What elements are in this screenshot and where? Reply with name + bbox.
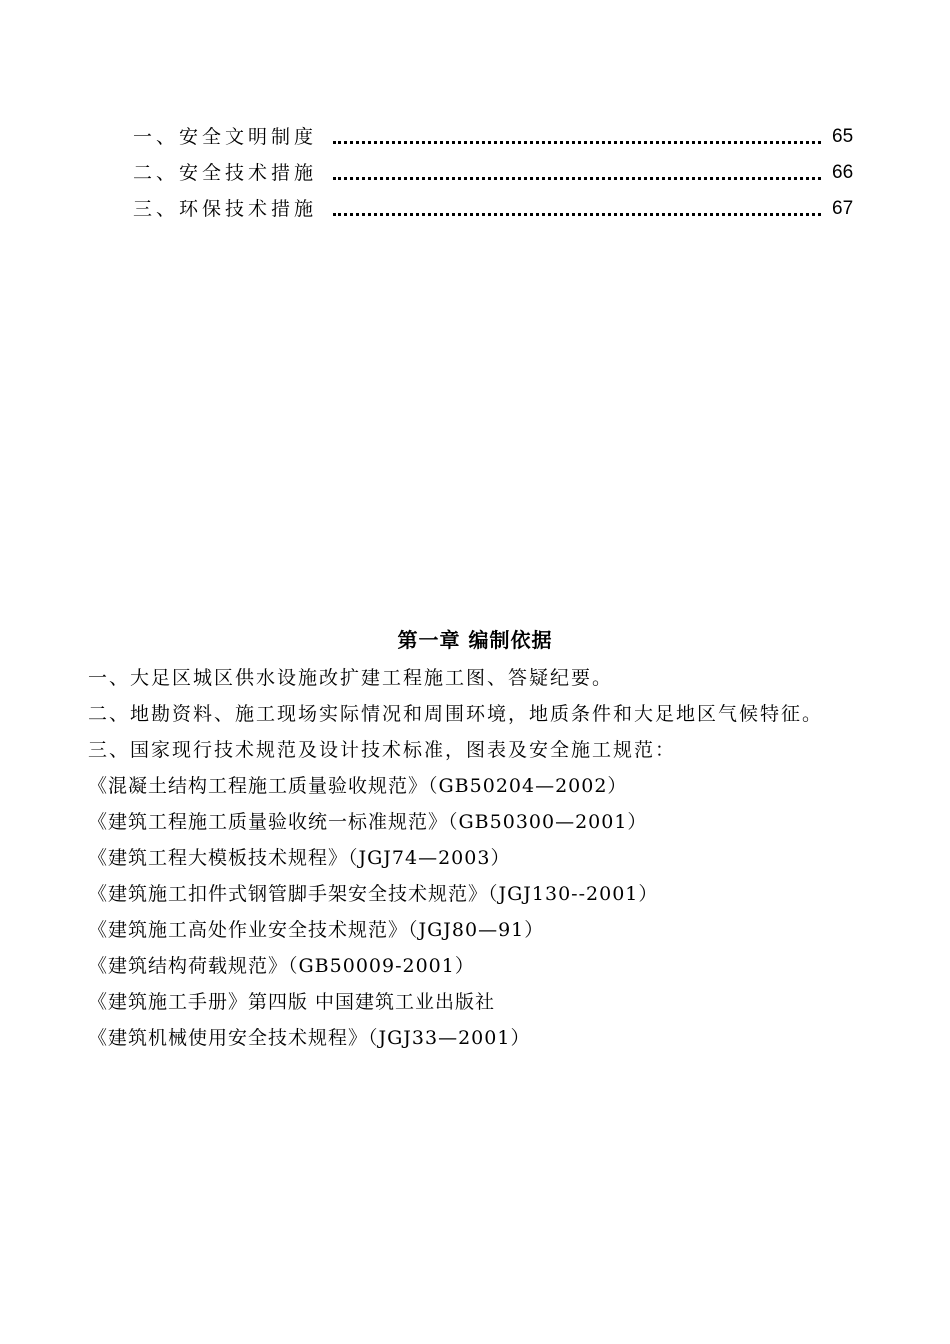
- basis-item: 二、地勘资料、施工现场实际情况和周围环境，地质条件和大足地区气候特征。: [88, 703, 824, 725]
- toc-entry-title: 三、环保技术措施: [133, 198, 318, 220]
- compilation-basis-list: [88, 660, 888, 1056]
- standard-item: 《建筑工程施工质量验收统一标准规范》（GB50300—2001）: [88, 811, 648, 833]
- toc-entry-title: 二、安全技术措施: [133, 162, 318, 184]
- toc-entry-page: 65: [832, 126, 854, 147]
- standard-item: 《建筑施工高处作业安全技术规范》（JGJ80—91）: [88, 919, 545, 941]
- toc-entry-safety-technical[interactable]: [0, 158, 950, 194]
- standard-item: 《建筑工程大模板技术规程》（JGJ74—2003）: [88, 847, 511, 869]
- toc-dot-leader: [333, 213, 821, 216]
- table-of-contents: [0, 122, 950, 230]
- standard-item: 《建筑施工手册》第四版 中国建筑工业出版社: [88, 991, 496, 1013]
- toc-dot-leader: [333, 141, 821, 144]
- toc-entry-environmental-technical[interactable]: [0, 194, 950, 230]
- basis-item: 一、大足区城区供水设施改扩建工程施工图、答疑纪要。: [88, 667, 614, 689]
- toc-entry-page: 67: [832, 198, 854, 219]
- chapter-heading: 第一章 编制依据: [397, 628, 553, 652]
- standard-item: 《建筑施工扣件式钢管脚手架安全技术规范》（JGJ130--2001）: [88, 883, 659, 905]
- basis-item: 三、国家现行技术规范及设计技术标准，图表及安全施工规范：: [88, 739, 677, 761]
- standard-item: 《建筑机械使用安全技术规程》（JGJ33—2001）: [88, 1027, 531, 1049]
- toc-dot-leader: [333, 177, 821, 180]
- toc-entry-title: 一、安全文明制度: [133, 126, 318, 148]
- standard-item: 《建筑结构荷载规范》（GB50009-2001）: [88, 955, 475, 977]
- toc-entry-safety-civilization[interactable]: [0, 122, 950, 158]
- toc-entry-page: 66: [832, 162, 854, 183]
- standard-item: 《混凝土结构工程施工质量验收规范》（GB50204—2002）: [88, 775, 628, 797]
